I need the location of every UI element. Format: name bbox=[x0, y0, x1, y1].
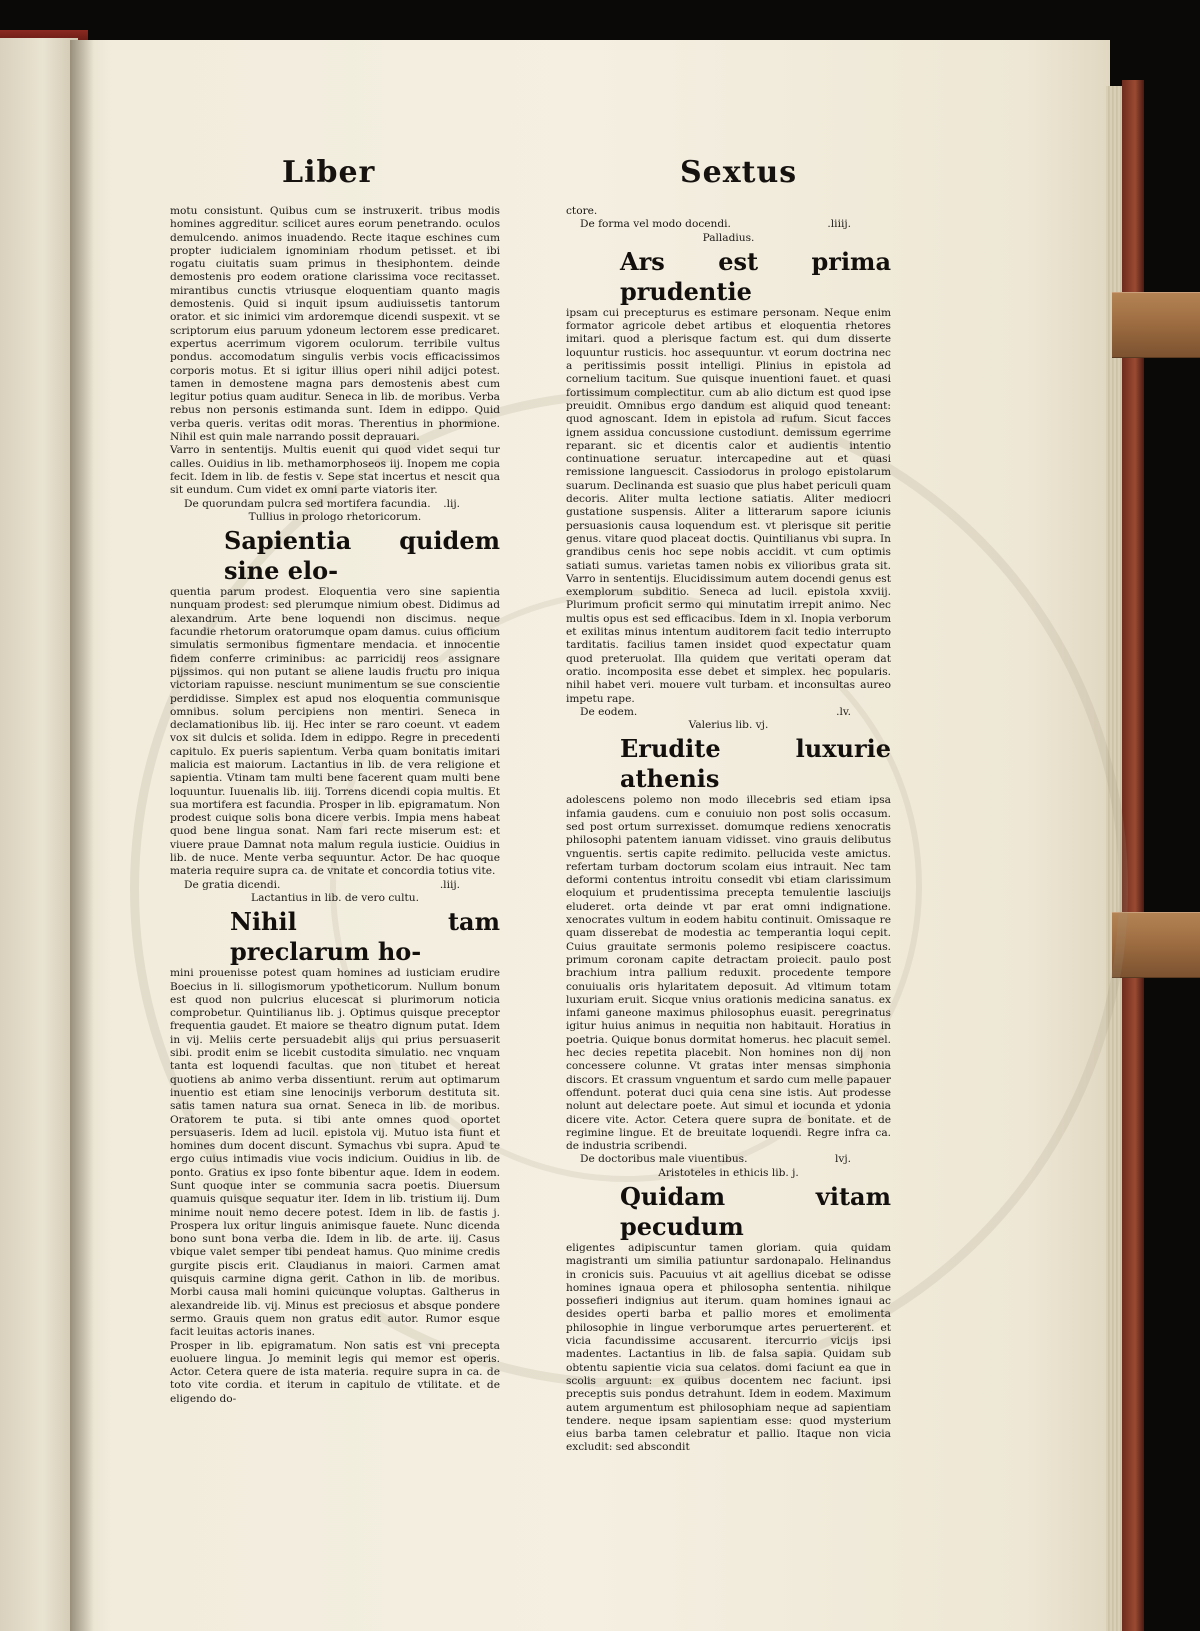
chapter-title: De gratia dicendi. bbox=[184, 878, 281, 891]
chapter-heading bbox=[170, 879, 500, 892]
chapter-heading bbox=[566, 1153, 891, 1166]
chapter-number: .lij. bbox=[443, 497, 460, 510]
chapter-number: lvj. bbox=[834, 1153, 851, 1166]
chapter-number: .liiij. bbox=[827, 218, 851, 231]
source-attribution: Lactantius in lib. de vero cultu. bbox=[251, 891, 419, 904]
chapter-title: De doctoribus male viuentibus. bbox=[580, 1153, 748, 1166]
paragraph: quentia parum prodest. Eloquentia vero sine sapientia nunquam prodest: sed plerumque nimium obest. Didimus ad alexandrum. Arte bene loquendi non discimus. neque facundie rhetorum oratorumque opam damus. cuius officium simulatis sermonibus figmentare mendacia. et innocentie fidem conferre criminibus: ac parricidij reos assignare pijssimos. qui non putant se aliene laudis fructu pro iniqua victoriam rapuisse. nesciunt munimentum se sue conscientie perdidisse. Simplex est apud nos eloquentia communisque omnibus. solum percipiens non mentiri. Seneca in declamationibus lib. iij. Hec inter se raro coeunt. vt eadem vox sit dulcis et solida. Idem in edippo. Regre in precedenti capitulo. Ex pueris sapientum. Verba quam bonitatis imitari malicia est maiorum. Lactantius in lib. de vera religione et sapientia. Vtinam tam multi bene facerent quam multi bene loquuntur. Iuuenalis lib. iiij. Torrens dicendi copia multis. Et sua mortifera est facundia. Prosper in lib. epigramatum. Non prodest cuique solis bona dicere verbis. Impia mens habeat quod bene lingua sonat. Nam fari recte miserum est: et viuere praue Damnat nota malum regula iusticie. Ouidius in lib. de nuce. Mente verba sequuntur. Actor. De hac quoque materia require supra ca. de vnitate et concordia totius vite. bbox=[170, 586, 500, 878]
chapter-incipit: Ars est prima prudentie bbox=[620, 246, 891, 306]
clasp-strap-bottom bbox=[1112, 912, 1200, 978]
text-column-right bbox=[566, 205, 891, 1455]
chapter-number: .liij. bbox=[439, 878, 460, 891]
source-attribution: Valerius lib. vj. bbox=[688, 719, 769, 732]
chapter-incipit: Quidam vitam pecudum bbox=[620, 1182, 891, 1241]
chapter-title: De eodem. bbox=[580, 705, 638, 718]
paragraph: motu consistunt. Quibus cum se instruxerit. tribus modis homines aggreditur. scilicet aures eorum penetrando. oculos demulcendo. animos inuadendo. Recte itaque eschines cum propter iudicialem ignominiam rhodum petisset. et ibi rogatu ciuitatis suam primus in thesiphontem. deinde demostenis pro eodem oratione clarissima voce recitasset. mirantibus cunctis vtriusque eloquentiam quanto magis demostenis. Quid si inquit ipsum audiuissetis tantorum orator. et sic inimici vim ardoremque dicendi suspexit. vt se scriptorum eius paruum ydoneum lectorem esse predicaret. expertus acerrimum vigorem oculorum. terribile vultus pondus. accomodatum singulis verbis vocis efficacissimos corporis motus. Et si igitur illius operi nihil adijci potest. tamen in demostene magna pars demostenis abest cum legitur potius quam auditur. Seneca in lib. de moribus. Verba rebus non personis estimanda sunt. Idem in edippo. Quid verba queris. veritas odit moras. Therentius in phormione. Nihil est quin male narrando possit deprauari. bbox=[170, 205, 500, 444]
running-head-left: Liber bbox=[282, 155, 376, 190]
chapter-title: De forma vel modo docendi. bbox=[580, 218, 731, 231]
paragraph: ctore. bbox=[566, 205, 598, 217]
paragraph: eligentes adipiscuntur tamen gloriam. quia quidam magistranti um similia patiuntur sardonapalo. Helinandus in cronicis suis. Pacuuius vt ait agellius dicebat se odisse homines ignaua opera et philosopha sententia. nihilque possefieri indignius aut iterum. quam homines ignaui ac desides operti barba et pallio mores et emolimenta philosophie in lingue verborumque artes peruerterent. et vicia facundissime accusarent. itercurrio vicijs ipsi madentes. Lactantius in lib. de falsa sapia. Quidam sub obtentu sapientie vicia sua celatos. domi faciunt ea que in scolis arguunt: ex quibus docentem nec faciunt. ipsi preceptis suis pondus detrahunt. Idem in eodem. Maximum autem argumentum est philosophiam neque ad sapientiam tendere. neque ipsam sapientiam esse: quod mysterium eius barba tamen celebratur et pallio. Itaque non vicia excludit: sed abscondit bbox=[566, 1242, 891, 1454]
gutter-shadow bbox=[70, 40, 94, 1631]
paragraph: adolescens polemo non modo illecebris sed etiam ipsa infamia gaudens. cum e conuiuio non post solis occasum. sed post ortum surrexisset. domumque rediens xenocratis philosophi patentem ianuam vidisset. vino grauis delibutus vnguentis. sertis capite redimito. pellucida veste amictus. refertam turbam doctorum scolam eius intrauit. Nec tam deformi contentus introitu consedit vbi etiam clarissimum eloquium et prudentissima precepta temulentie lasciuijs eluderet. orta deinde vt par erat omni indignatione. xenocrates vultum in eodem habitu continuit. Omissaque re quam disserebat de modestia ac temperantia loqui cepit. Cuius grauitate sermonis polemo resipiscere coactus. primum coronam capite detractam proiecit. paulo post brachium intra pallium reduxit. procedente tempore conuiualis oris hylaritatem deposuit. Ad vltimum totam luxuriam eruit. Sicque vnius orationis medicina sanatus. ex infami ganeone maximus philosophus euasit. peregrinatus igitur huius animus in nequitia non habitauit. Horatius in poetria. Quique bonus dormitat homerus. hec placuit semel. hec decies repetita placebit. Non homines non dij non concessere colunne. Vt gratas inter mensas simphonia discors. Et crassum vnguentum et sardo cum melle papauer offendunt. poterat duci quia cena sine istis. Aut prodesse nolunt aut delectare poete. Aut simul et iocunda et ydonia dicere vite. Actor. Cetera quere supra de bonitate. et de regimine lingue. Et de breuitate loquendi. Regre infra ca. de industria scribendi. bbox=[566, 794, 891, 1153]
source-attribution: Palladius. bbox=[702, 231, 755, 244]
chapter-heading bbox=[566, 218, 891, 231]
chapter-incipit: Sapientia quidem sine elo- bbox=[224, 526, 500, 586]
clasp-strap-top bbox=[1112, 292, 1200, 358]
chapter-title: De quorundam pulcra sed mortifera facundia. bbox=[184, 497, 431, 510]
chapter-number: .lv. bbox=[836, 705, 851, 718]
facing-page-edge bbox=[0, 38, 78, 1631]
chapter-heading bbox=[566, 706, 891, 719]
source-attribution: Tullius in prologo rhetoricorum. bbox=[248, 510, 422, 523]
paragraph: ipsam cui precepturus es estimare personam. Neque enim formator agricole debet artibus et eloquentia rhetores imitari. quod a plerisque factum est. qui dum disserte loquuntur rusticis. hoc assequuntur. vt eorum doctrina nec a peritissimis possit intelligi. Plinius in epistola ad cornelium tacitum. Sue quisque inuentioni fauet. et quasi fortissimum complectitur. cum ab alio dictum est quod ipse preuidit. Omnibus ergo dandum est aliquid quod teneant: quod agnoscant. Idem in epistola ad rufum. Sicut facces ignem assidua concussione custodiunt. demissum egerrime reparant. sic et dicentis calor et audientis intentio continuatione seruatur. intercapedine aut et quasi remissione languescit. Cassiodorus in prologo epistolarum suarum. Declinanda est suasio que plus habet periculi quam decoris. Aliter multa lectione satiatis. Aliter mediocri gustatione suspensis. Aliter a litterarum sapore iciunis persuasionis causa loquendum est. vt plerisque sit peritie genus. vitare quod placeat doctis. Quintilianus vbi supra. In grandibus cenis hoc sepe nobis accidit. vt cum optimis satiati sumus. varietas tamen nobis ex vilioribus grata sit. Varro in sententijs. Elucidissimum autem docendi genus est exemplorum subditio. Seneca ad lucil. epistola xxviij. Plurimum proficit sermo qui minutatim irrepit animo. Nec multis opus est sed efficacibus. Idem in xl. Inopia verborum et exilitas minus intentum auditorem facit tedio interrupto tarditatis. facilius tamen insidet quod expectatur quam quod preteruolat. Illa quidem que veritati operam dat oratio. incomposita esse debet et simplex. hec popularis. nihil habet veri. mouere vult turbam. et inconsultas aureo impetu rape. bbox=[566, 306, 891, 705]
paragraph: Varro in sententijs. Multis euenit qui quod videt sequi tur calles. Ouidius in lib. methamorphoseos iij. Inopem me copia fecit. Idem in lib. de festis v. Sepe stat incertus et nescit qua sit eundum. Cum videt ex omni parte viatoris iter. bbox=[170, 444, 500, 497]
text-column-left bbox=[170, 205, 500, 1406]
chapter-incipit: Erudite luxurie athenis bbox=[620, 734, 891, 794]
paragraph: mini prouenisse potest quam homines ad iusticiam erudire Boecius in li. sillogismorum ypotheticorum. Nullum bonum est quod non pulcrius elucescat si plurimorum noticia comprobetur. Quintilianus lib. j. Optimus quisque preceptor frequentia gaudet. Et maiore se theatro dignum putat. Idem in vij. Meliis certe persuadebit alijs qui prius persuaserit sibi. prodit enim se licebit custodita simulatio. nec vnquam tanta est loquendi facultas. que non titubet et hereat quotiens ab animo verba dissentiunt. rerum aut optimarum inuentio est etiam sine lenocinijs verborum destituta sit. satis tamen natura sua ornat. Seneca in lib. de moribus. Oratorem te puta. si tibi ante omnes quod oportet persuaseris. Idem ad lucil. epistola vij. Mutuo ista fiunt et homines dum docent discunt. Symachus vbi supra. Apud te ergo cuius intimadis viue vocis indicium. Ouidius in lib. de ponto. Gratius ex ipso fonte bibentur aque. Idem in eodem. Sunt quoque inter se communia sacra poetis. Diuersum quamuis quisque sequatur iter. Idem in lib. tristium iij. Dum minime nouit nemo decere potest. Idem in lib. de fastis j. Prospera lux oritur linguis animisque fauete. Nunc dicenda bono sunt bona verba die. Idem in lib. de arte. iij. Casus vbique valet semper tibi pendeat hamus. Quo minime credis gurgite piscis erit. Claudianus in maiori. Carmen amat quisquis carmine digna gerit. Cathon in lib. de moribus. Morbi causa mali homini quicunque voluptas. Galtherus in alexandreide lib. vij. Minus est preciosus et absque pondere sermo. Grauis quem non gratus edit autor. Rumor esque facit leuitas actoris inanes. bbox=[170, 967, 500, 1339]
chapter-incipit: Nihil tam preclarum ho- bbox=[230, 907, 500, 967]
running-head-right: Sextus bbox=[680, 155, 798, 190]
source-attribution: Aristoteles in ethicis lib. j. bbox=[658, 1166, 799, 1179]
chapter-heading bbox=[170, 498, 500, 511]
paragraph: Prosper in lib. epigramatum. Non satis est vni precepta euoluere lingua. Jo meminit legis qui memor est operis. Actor. Cetera quere de ista materia. require supra in ca. de toto vite cordia. et iterum in capitulo de vtilitate. et de eligendo do- bbox=[170, 1339, 500, 1405]
